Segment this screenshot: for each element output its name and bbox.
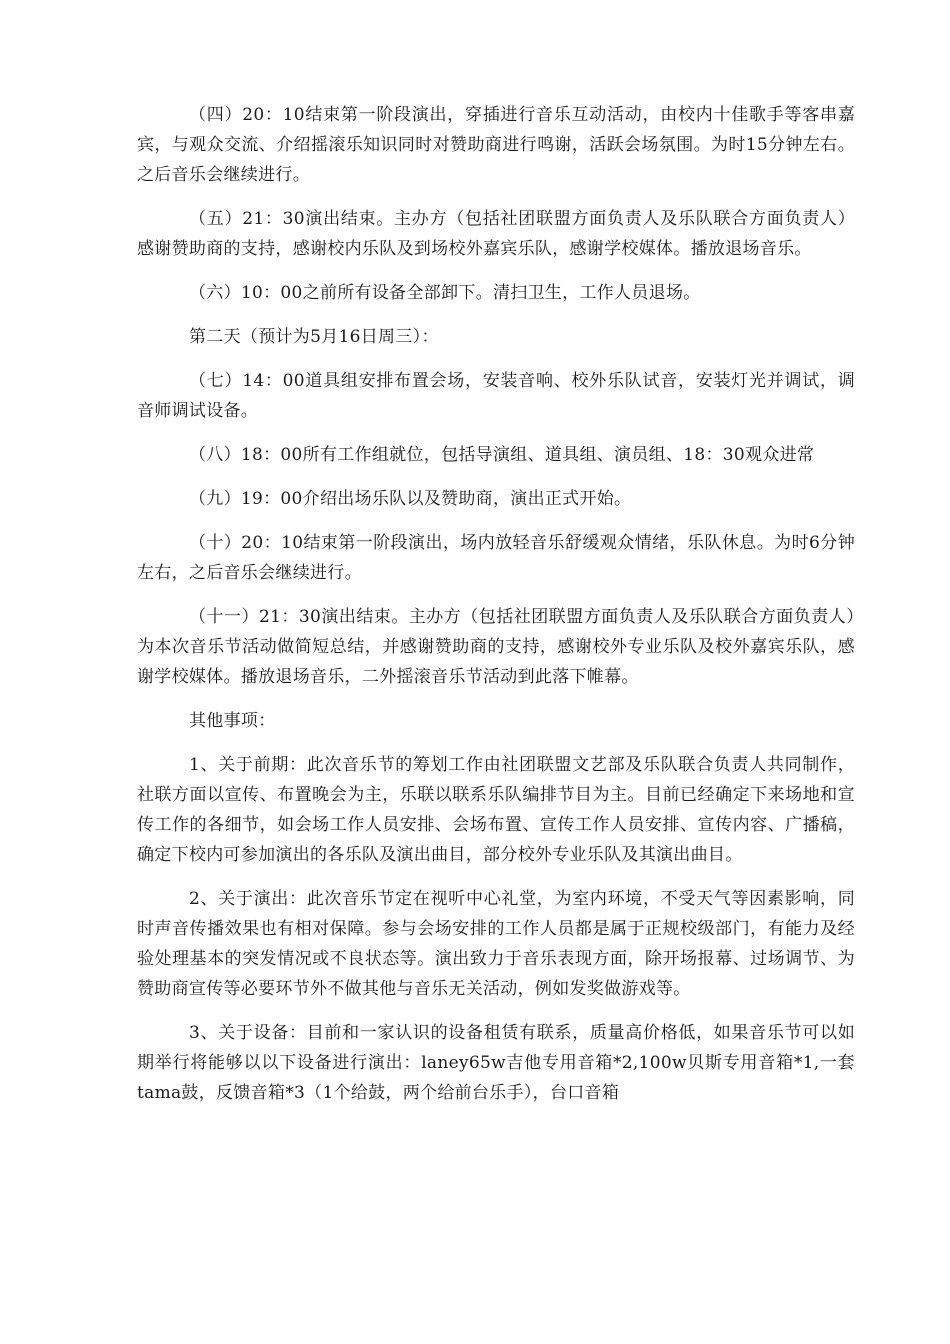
document-body <box>137 100 855 1122</box>
paragraph-item-equipment: 3、关于设备：目前和一家认识的设备租赁有联系，质量高价格低，如果音乐节可以如期举行将能够以以下设备进行演出：laney65w吉他专用音箱*2,100w贝斯专用音箱*1,一套tama鼓，反馈音箱*3（1个给鼓，两个给前台乐手），台口音箱 <box>137 1023 855 1103</box>
paragraph-stage-7: （七）14：00道具组安排布置会场，安装音响、校外乐队试音，安装灯光并调试，调音师调试设备。 <box>137 371 855 421</box>
paragraph-stage-9: （九）19：00介绍出场乐队以及赞助商，演出正式开始。 <box>189 489 632 509</box>
paragraph-day-two-heading: 第二天（预计为5月16日周三）： <box>189 327 439 347</box>
paragraph-stage-6: （六）10：00之前所有设备全部卸下。清扫卫生，工作人员退场。 <box>189 283 701 303</box>
paragraph-stage-8: （八）18：00所有工作组就位，包括导演组、道具组、演员组、18：30观众进常 <box>189 445 815 465</box>
paragraph-item-preparation: 1、关于前期：此次音乐节的筹划工作由社团联盟文艺部及乐队联合负责人共同制作，社联方面以宣传、布置晚会为主，乐联以联系乐队编排节目为主。目前已经确定下来场地和宣传工作的各细节，如会场工作人员安排、会场布置、宣传工作人员安排、宣传内容、广播稿，确定下校内可参加演出的各乐队及演出曲目，部分校外专业乐队及其演出曲目。 <box>137 755 855 865</box>
paragraph-stage-10: （十）20：10结束第一阶段演出，场内放轻音乐舒缓观众情绪，乐队休息。为时6分钟左右，之后音乐会继续进行。 <box>137 533 855 583</box>
paragraph-stage-11: （十一）21：30演出结束。主办方（包括社团联盟方面负责人及乐队联合方面负责人）为本次音乐节活动做简短总结，并感谢赞助商的支持，感谢校外专业乐队及校外嘉宾乐队，感谢学校媒体。播放退场音乐，二外摇滚音乐节活动到此落下帷幕。 <box>137 607 855 687</box>
paragraph-stage-5: （五）21：30演出结束。主办方（包括社团联盟方面负责人及乐队联合方面负责人）感谢赞助商的支持，感谢校内乐队及到场校外嘉宾乐队，感谢学校媒体。播放退场音乐。 <box>137 209 855 259</box>
paragraph-stage-4: （四）20：10结束第一阶段演出，穿插进行音乐互动活动，由校内十佳歌手等客串嘉宾，与观众交流、介绍摇滚乐知识同时对赞助商进行鸣谢，活跃会场氛围。为时15分钟左右。之后音乐会继续进行。 <box>137 105 855 185</box>
paragraph-item-performance: 2、关于演出：此次音乐节定在视听中心礼堂，为室内环境，不受天气等因素影响，同时声音传播效果也有相对保障。参与会场安排的工作人员都是属于正规校级部门，有能力及经验处理基本的突发情况或不良状态等。演出致力于音乐表现方面，除开场报幕、过场调节、为赞助商宣传等必要环节外不做其他与音乐无关活动，例如发奖做游戏等。 <box>137 889 855 999</box>
paragraph-other-matters-heading: 其他事项： <box>189 711 276 731</box>
